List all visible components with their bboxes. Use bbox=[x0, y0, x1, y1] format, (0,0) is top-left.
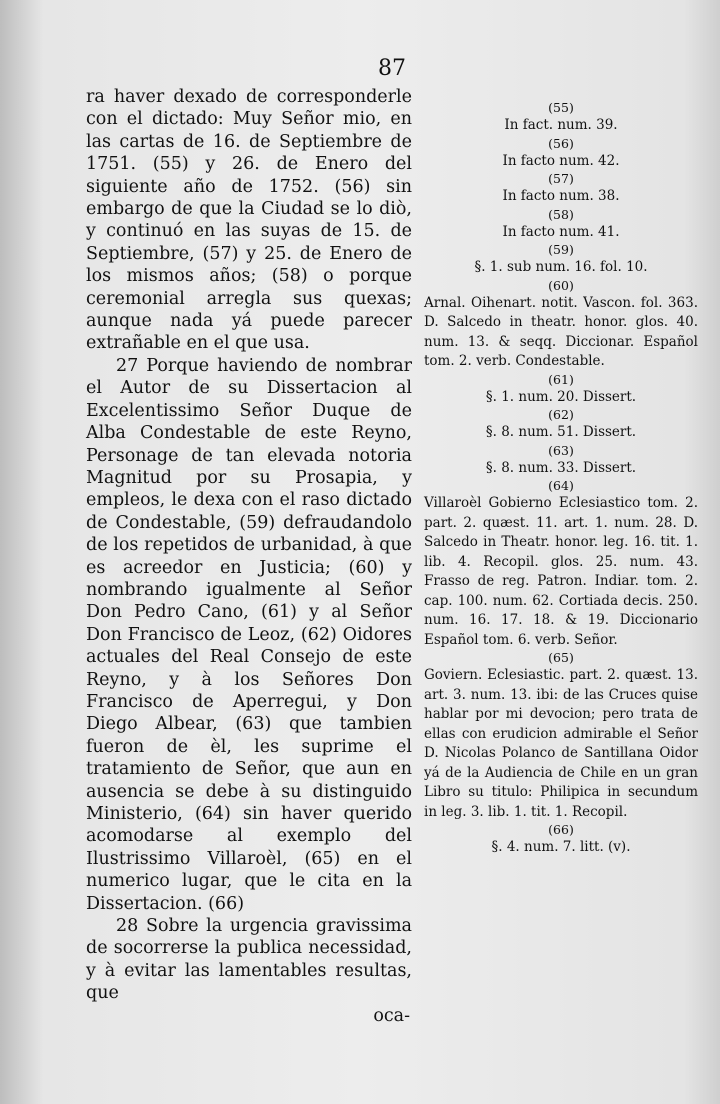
note-text: In facto num. 41. bbox=[502, 223, 620, 240]
note-text: In fact. num. 39. bbox=[504, 117, 618, 133]
note-text: In facto num. 38. bbox=[502, 188, 620, 204]
note-text: Goviern. Eclesiastic. part. 2. quæst. 13. art. 3. num. 13. ibi: de las Cruces quise hablar por mi devocion; pero trata de ellas con erudicion admirable el Señor D. Nicolas Polanco de Santillana Oidor yá de la Audiencia de Chile en un gran Libro su titulo: Philipica in secundum in leg. 3. lib. 1. tit. 1. Recopil. bbox=[424, 667, 698, 820]
paragraph-1: ra haver dexado de corresponderle con el dictado: Muy Señor mio, en las cartas de 16. de Septiembre de 1751. (55) y 26. de Enero del siguiente año de 1752. (56) sin embargo de que la Ciudad se lo diò, y continuó en las suyas de 15. de Septiembre, (57) y 25. de Enero de los mismos años; (58) o porque ceremonial arregla sus quexas; aunque nada yá puede parecer extrañable en el que usa. bbox=[86, 87, 412, 354]
note-text: Villaroèl Gobierno Eclesiastico tom. 2. part. 2. quæst. 11. art. 1. num. 28. D. Salcedo in Theatr. honor. leg. 16. tit. 1. lib. 4. Recopil. glos. 25. num. 43. Frasso de reg. Patron. Indiar. tom. 2. cap. 100. num. 62. Cortiada decis. 250. num. 16. 17. 18. & 19. Diccionario Español tom. 6. verb. Señor. bbox=[424, 495, 698, 648]
paragraph-27: 27 Porque haviendo de nombrar el Autor de su Dissertacion al Excelentissimo Señor Duque de Alba Condestable de este Reyno, Personage de tan elevada notoria Magnitud por su Prosapia, y empleos, le dexa con el raso dictado de Condestable, (59) defraudandolo de los repetidos de urbanidad, à que es acreedor en Justicia; (60) y nombrando igualmente al Señor Don Pedro Cano, (61) y al Señor Don Francisco de Leoz, (62) Oidores actuales del Real Consejo de este Reyno, y à los Señores Don Francisco de Aperregui, y Don Diego Albear, (63) que tambien fueron de èl, les suprime el tratamiento de Señor, que aun en ausencia se debe à su distinguido Ministerio, (64) sin haver querido acomodarse al exemplo del Ilustrissimo Villaroèl, (65) en el numerico lugar, que le cita en la Dissertacion. (66) bbox=[86, 355, 412, 914]
note-text: §. 1. num. 20. Dissert. bbox=[485, 388, 637, 405]
note-text: §. 4. num. 7. litt. (v). bbox=[491, 839, 631, 855]
note-text: §. 8. num. 51. Dissert. bbox=[485, 424, 637, 440]
note-text: §. 1. sub num. 16. fol. 10. bbox=[474, 259, 648, 275]
page-number: 87 bbox=[378, 56, 406, 81]
note-number: (63) bbox=[548, 442, 574, 458]
note-number: (64) bbox=[548, 478, 574, 493]
note-number: (65) bbox=[548, 650, 574, 665]
note-number: (55) bbox=[548, 100, 574, 115]
note-number: (60) bbox=[548, 277, 574, 293]
note-number: (58) bbox=[548, 206, 574, 222]
note-number: (59) bbox=[548, 242, 574, 257]
note-text: §. 8. num. 33. Dissert. bbox=[485, 459, 637, 476]
catchword: oca- bbox=[373, 1005, 410, 1026]
note-number: (56) bbox=[548, 135, 574, 151]
note-number: (66) bbox=[548, 822, 574, 837]
main-text-column bbox=[86, 86, 412, 1027]
sidenotes-column bbox=[424, 100, 698, 858]
note-text: Arnal. Oihenart. notit. Vascon. fol. 363. D. Salcedo in theatr. honor. glos. 40. num. 13. & seqq. Diccionar. Español tom. 2. verb. Condestable. bbox=[424, 294, 698, 369]
note-number: (57) bbox=[548, 171, 574, 186]
note-number: (61) bbox=[548, 371, 574, 387]
note-number: (62) bbox=[548, 407, 574, 422]
paragraph-28: 28 Sobre la urgencia gravissima de socorrerse la publica necessidad, y à evitar las lamentables resultas, que bbox=[86, 916, 412, 1004]
note-text: In facto num. 42. bbox=[502, 152, 620, 169]
